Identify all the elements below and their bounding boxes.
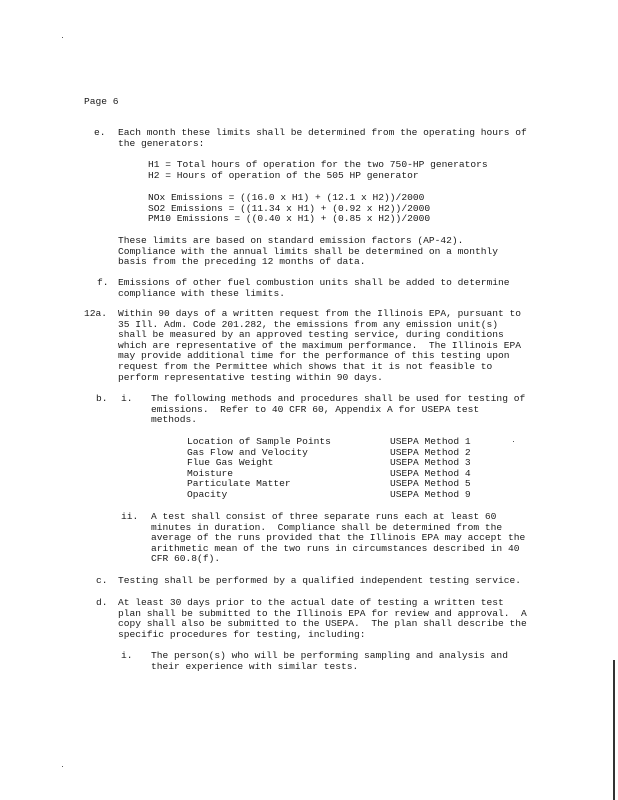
method-row	[187, 490, 487, 501]
item-b-sub-ii-label: ii.	[121, 511, 139, 522]
text-line: A test shall consist of three separate runs each at least 60	[151, 511, 497, 522]
text-line: At least 30 days prior to the actual date of testing a written test	[118, 597, 504, 608]
scan-edge-shadow	[613, 660, 615, 800]
item-b-sub-i-label: i.	[121, 393, 133, 404]
text-line: CFR 60.8(f).	[151, 553, 221, 565]
item-e-definitions	[148, 160, 488, 181]
item-f-label: f.	[97, 277, 109, 288]
text-line: shall be measured by an approved testing service, during conditions	[118, 329, 504, 341]
equation-line: NOx Emissions = ((16.0 x H1) + (12.1 x H2))/2000	[148, 192, 425, 203]
method-ref: USEPA Method 4	[390, 467, 471, 479]
text-line: methods.	[151, 414, 198, 426]
item-e-notes	[118, 236, 498, 268]
item-c-label: c.	[96, 575, 108, 586]
text-line: which are representative of the maximum performance. The Illinois EPA	[118, 339, 522, 351]
text-line: The person(s) who will be performing sampling and analysis and	[151, 650, 508, 661]
item-d-text	[118, 598, 527, 640]
text-line: perform representative testing within 90 days.	[118, 371, 383, 383]
text-line: arithmetic mean of the two runs in circumstances described in 40	[151, 542, 520, 554]
text-line: compliance with these limits.	[118, 287, 285, 299]
text-line: 35 Ill. Adm. Code 201.282, the emissions from any emission unit(s)	[118, 318, 498, 330]
text-line: Compliance with the annual limits shall be determined on a monthly	[118, 245, 498, 257]
text-line: basis from the preceding 12 months of data.	[118, 256, 366, 268]
text-line: Testing shall be performed by a qualified independent testing service.	[118, 575, 522, 586]
item-d-sub-i-text	[151, 651, 508, 672]
method-name: Location of Sample Points	[187, 436, 331, 447]
text-line: request from the Permittee which shows that it is not feasible to	[118, 360, 493, 372]
text-line: Within 90 days of a written request from the Illinois EPA, pursuant to	[118, 308, 522, 319]
item-e-label: e.	[94, 127, 106, 138]
text-line: the generators:	[118, 137, 205, 149]
text-line: Each month these limits shall be determined from the operating hours of	[118, 127, 527, 138]
item-b-sub-i-text	[151, 394, 525, 426]
equation-line: SO2 Emissions = ((11.34 x H1) + (0.92 x H2))/2000	[148, 202, 431, 214]
method-ref: USEPA Method 2	[390, 446, 471, 458]
item-b-sub-ii-text	[151, 512, 525, 565]
text-line: These limits are based on standard emission factors (AP-42).	[118, 235, 464, 246]
method-name: Opacity	[187, 488, 228, 500]
method-ref: USEPA Method 1	[390, 436, 471, 447]
test-methods-table	[187, 437, 487, 501]
text-line: copy shall also be submitted to the USEPA. The plan shall describe the	[118, 618, 527, 630]
item-d-label: d.	[96, 597, 108, 608]
definition-line: H2 = Hours of operation of the 505 HP generator	[148, 169, 419, 181]
definition-line: H1 = Total hours of operation for the two 750-HP generators	[148, 159, 488, 170]
method-ref: USEPA Method 5	[390, 478, 471, 490]
item-d-sub-i-label: i.	[121, 650, 133, 661]
method-ref: USEPA Method 9	[390, 488, 471, 500]
text-line: average of the runs provided that the Illinois EPA may accept the	[151, 532, 526, 544]
text-line: minutes in duration. Compliance shall be determined from the	[151, 521, 503, 533]
item-c-text	[118, 576, 521, 587]
scan-speck	[513, 441, 514, 442]
text-line: plan shall be submitted to the Illinois EPA for review and approval. A	[118, 607, 527, 619]
page-header: Page 6	[84, 96, 119, 107]
item-e-equations	[148, 193, 430, 225]
method-name: Flue Gas Weight	[187, 457, 274, 469]
item-12a-text	[118, 309, 521, 383]
scan-speck	[62, 766, 63, 767]
item-b-label: b.	[96, 393, 108, 404]
method-ref: USEPA Method 3	[390, 457, 471, 469]
equation-line: PM10 Emissions = ((0.40 x H1) + (0.85 x H2))/2000	[148, 213, 431, 225]
text-line: their experience with similar tests.	[151, 660, 359, 672]
text-line: may provide additional time for the performance of this testing upon	[118, 350, 510, 362]
method-name: Moisture	[187, 467, 234, 479]
scan-speck	[62, 37, 63, 38]
text-line: The following methods and procedures shall be used for testing of	[151, 393, 526, 404]
text-line: specific procedures for testing, including:	[118, 628, 366, 640]
text-line: Emissions of other fuel combustion units shall be added to determine	[118, 277, 510, 288]
item-f-text	[118, 278, 510, 299]
item-12a-label: 12a.	[84, 308, 108, 319]
item-e-text	[118, 128, 527, 149]
text-line: emissions. Refer to 40 CFR 60, Appendix A for USEPA test	[151, 403, 480, 415]
method-name: Particulate Matter	[187, 478, 291, 490]
method-name: Gas Flow and Velocity	[187, 446, 308, 458]
method-row	[187, 437, 487, 448]
